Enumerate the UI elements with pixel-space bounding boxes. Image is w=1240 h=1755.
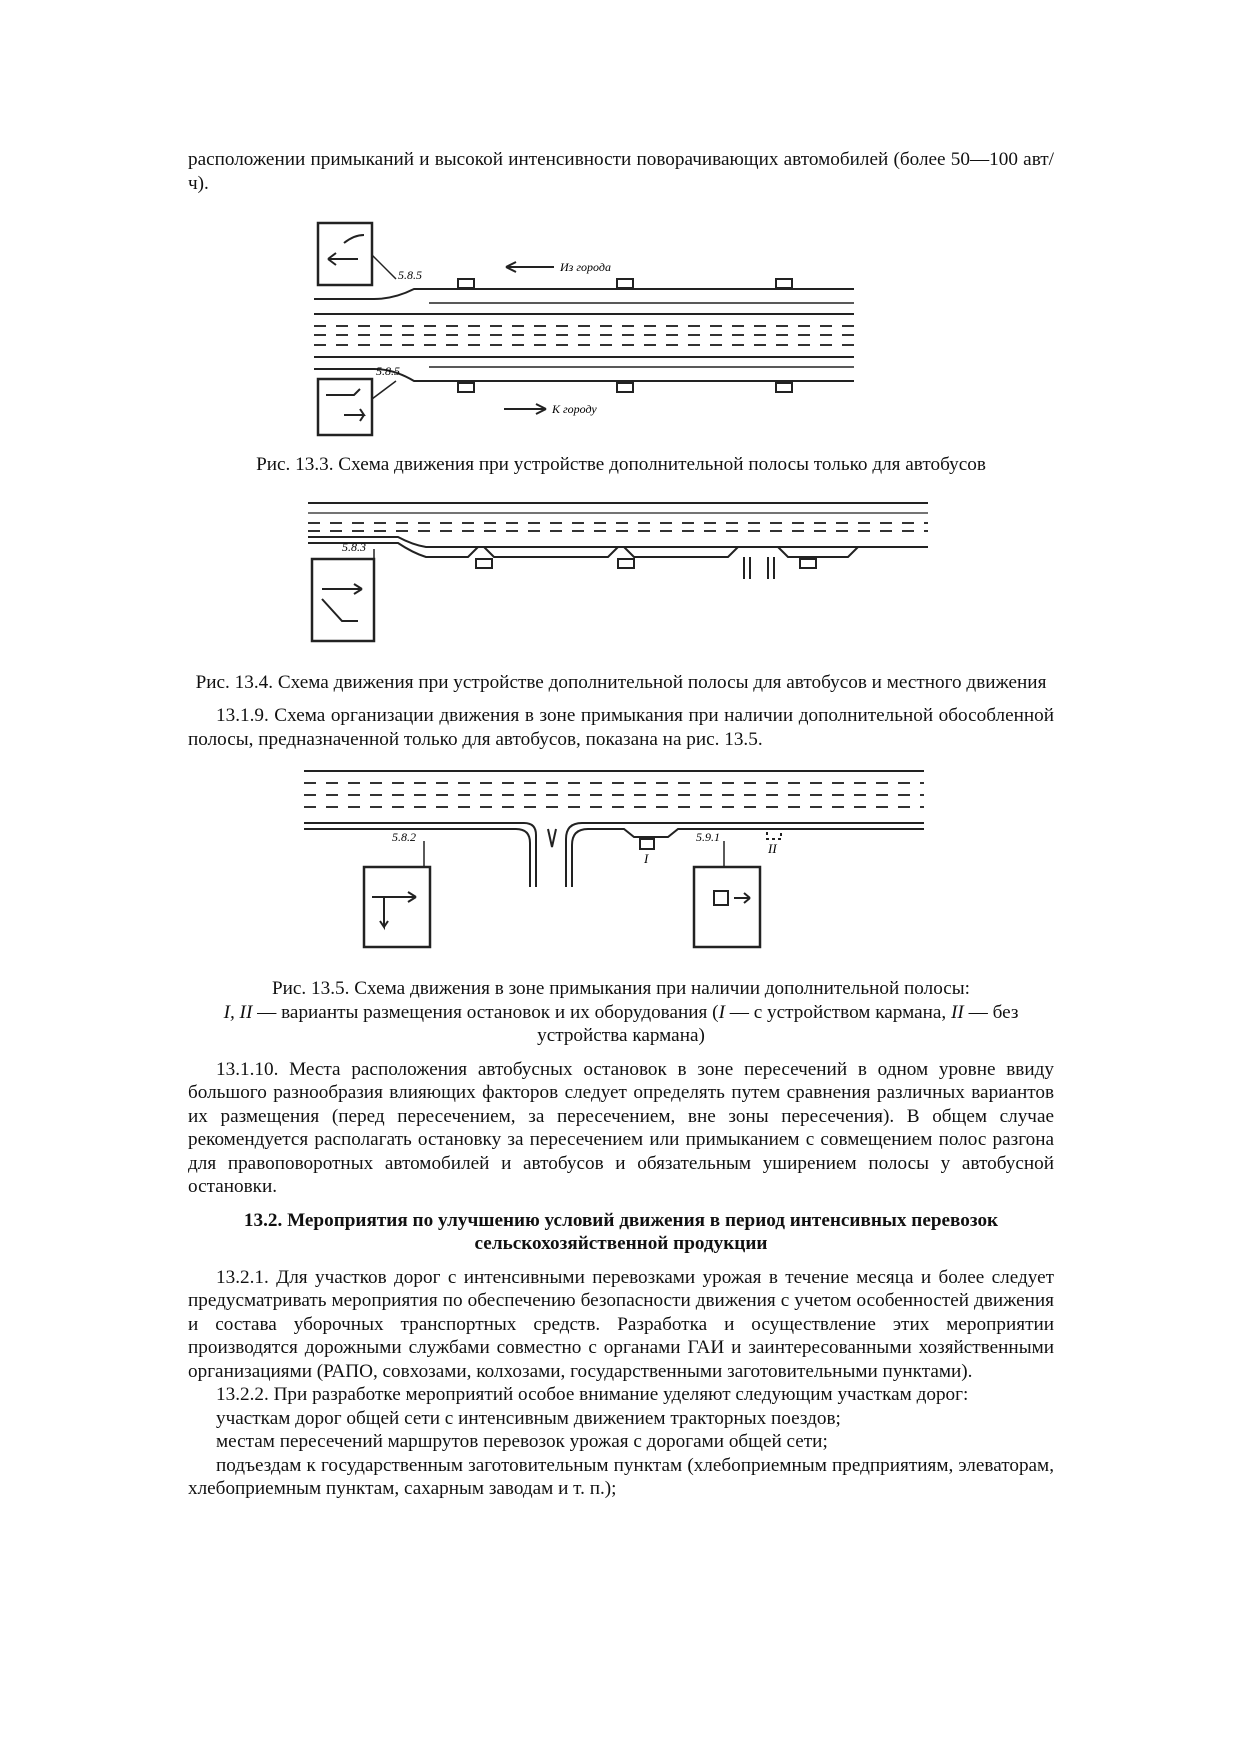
list-item-3: подъездам к государственным заготовительным пунктам (хлебоприемным предприятиям, элеваторам, хлебоприемным пунктам, сахарным заводам и т. п.); — [188, 1454, 1054, 1499]
figure-13-5-diagram — [304, 767, 924, 967]
sign-code-bottom: 5.8.5 — [376, 364, 400, 378]
figure-13-4-diagram — [308, 499, 928, 649]
caption-variant-2: II — [951, 1001, 964, 1023]
caption-text-3: — без устройства кармана) — [537, 1001, 1019, 1046]
figure-13-3-caption: Рис. 13.3. Схема движения при устройстве дополнительной полосы только для автобусов — [256, 454, 986, 475]
direction-label-top: Из города — [560, 260, 611, 274]
figure-13-4-caption: Рис. 13.4. Схема движения при устройстве дополнительной полосы для автобусов и местного движения — [195, 671, 1047, 693]
figure-13-3-diagram — [314, 219, 934, 439]
sign-code-top: 5.8.5 — [398, 268, 422, 282]
variant-2-label: II — [768, 841, 777, 856]
caption-text-2: — с устройством кармана, — [724, 1001, 951, 1023]
document-page — [188, 148, 1054, 1501]
fig-13-4-sign-code: 5.8.3 — [342, 539, 366, 554]
fig-13-5-sign-code-right: 5.9.1 — [696, 830, 720, 844]
fig-13-5-sign-code-left: 5.8.2 — [392, 830, 416, 844]
intro-paragraph: расположении примыканий и высокой интенсивности поворачивающих автомобилей (более 50—100 авт/ч). — [188, 149, 1054, 194]
caption-variant-1: I — [718, 1001, 725, 1023]
paragraph-13-1-9: 13.1.9. Схема организации движения в зоне примыкания при наличии дополнительной обособленной полосы, предназначенной только для автобусов, показана на рис. 13.5. — [188, 705, 1054, 750]
figure-13-5-caption-line1: Рис. 13.5. Схема движения в зоне примыкания при наличии дополнительной полосы: — [271, 978, 971, 999]
list-item-2: местам пересечений маршрутов перевозок урожая с дорогами общей сети; — [216, 1431, 828, 1452]
paragraph-13-2-2: 13.2.2. При разработке мероприятий особое внимание уделяют следующим участкам дорог: — [216, 1384, 969, 1405]
list-item-1: участкам дорог общей сети с интенсивным движением тракторных поездов; — [216, 1407, 841, 1429]
variant-1-label: I — [644, 851, 649, 866]
caption-text-1: — варианты размещения остановок и их оборудования ( — [252, 1001, 719, 1023]
caption-variants-label: I, II — [223, 1001, 253, 1023]
paragraph-13-1-10: 13.1.10. Места расположения автобусных остановок в зоне пересечений в одном уровне ввиду большого разнообразия влияющих факторов следует определять путем сравнения различных вариантов их размещения (перед пересечением, за пересечением, вне зоны пересечения). В общем случае рекомендуется располагать остановку за пересечением или примыканием с совмещением полос разгона для правоповоротных автомобилей и автобусов и обязательным уширением полосы у автобусной остановки. — [188, 1058, 1054, 1197]
section-heading-13-2: 13.2. Мероприятия по улучшению условий движения в период интенсивных перевозок сельскохозяйственной продукции — [243, 1209, 999, 1254]
direction-label-bottom: К городу — [552, 402, 597, 416]
paragraph-13-2-1: 13.2.1. Для участков дорог с интенсивными перевозками урожая в течение месяца и более следует предусматривать мероприятия по обеспечению безопасности движения с учетом особенностей движения и состава уборочных транспортных средств. Разработка и осуществление этих мероприятии производятся дорожными службами совместно с органами ГАИ и заинтересованными хозяйственными организациями (РАПО, совхозами, колхозами, государственными заготовительными пунктами). — [188, 1266, 1054, 1382]
figure-13-5-caption-line2 — [188, 1001, 1054, 1048]
